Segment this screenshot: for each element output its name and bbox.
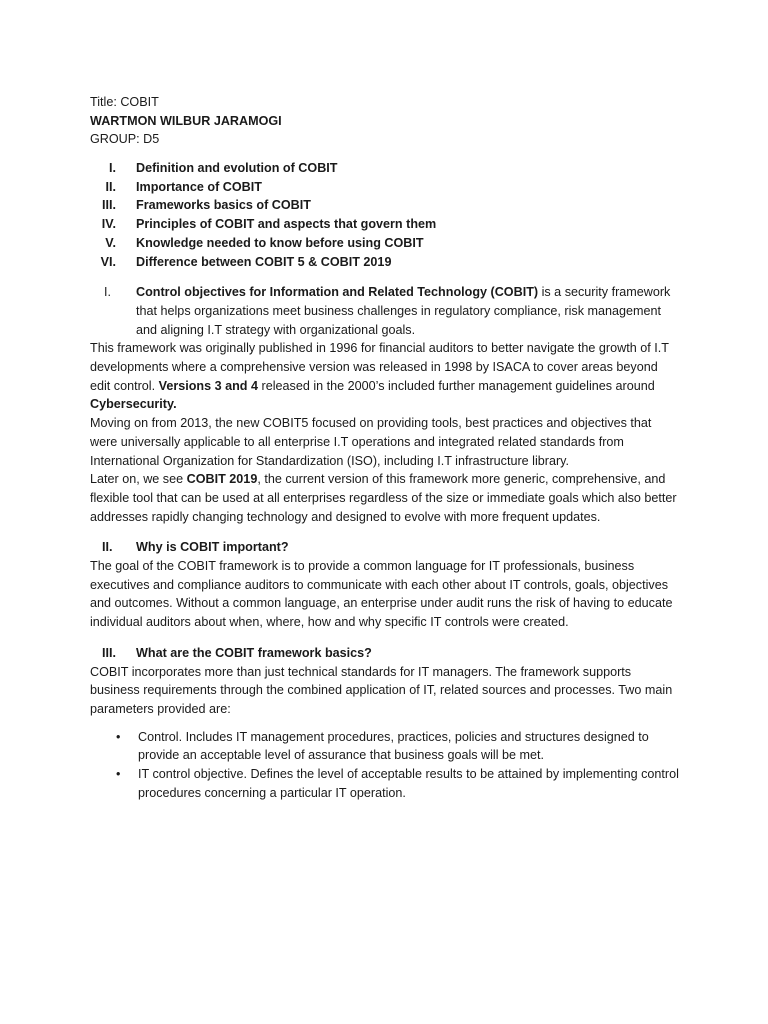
toc-item (90, 178, 680, 197)
cobit5-paragraph: Moving on from 2013, the new COBIT5 focused on providing tools, best practices and objectives that were universally applicable to all enterprise I.T operations and integrated related standards from International Organization for Standardization (ISO), including I.T infrastructure library. (90, 416, 652, 468)
history-text-b: released in the 2000’s included further management guidelines around (258, 378, 655, 393)
section-definition-lead (90, 283, 680, 339)
history-paragraph (90, 339, 680, 414)
cobit2019-bold: COBIT 2019 (186, 472, 258, 487)
history-bold-versions: Versions 3 and 4 (158, 378, 259, 393)
section-number: I. (104, 285, 111, 300)
bullet-icon: • (116, 767, 121, 782)
toc-item-number: IV. (101, 217, 116, 232)
history-bold-cybersecurity: Cybersecurity. (90, 397, 177, 412)
cobit2019-text-b: , the current version of this framework more generic, comprehensive, and flexible tool that can be used at all enterprises regardless of the size or immediate goals which also better addresses rapidly changing technology and designed to evolve with more frequent updates. (90, 472, 677, 524)
toc-item-text: Importance of COBIT (136, 179, 262, 194)
toc-item-text: Definition and evolution of COBIT (136, 161, 338, 176)
section-number: III. (102, 645, 116, 660)
importance-paragraph: The goal of the COBIT framework is to provide a common language for IT professionals, business executives and compliance auditors to communicate with each other about IT controls, goals, objectives and outcomes. Without a common language, an enterprise under audit runs the risk of having to educate individual auditors about when, where, how and why specific IT controls were created. (90, 559, 673, 630)
author-name: WARTMON WILBUR JARAMOGI (90, 113, 282, 128)
cobit-definition-rest: is a security framework that helps organizations meet business challenges in regulatory compliance, risk management and aligning I.T strategy with organizational goals. (136, 285, 671, 337)
toc-item-text: Knowledge needed to know before using COBIT (136, 235, 424, 250)
section-heading-text: What are the COBIT framework basics? (136, 645, 372, 660)
toc-item (90, 215, 680, 234)
section-heading (90, 538, 680, 557)
section-number: II. (102, 540, 113, 555)
toc-item-text: Frameworks basics of COBIT (136, 198, 311, 213)
section-basics (90, 644, 680, 803)
document-title: Title: COBIT (90, 95, 159, 109)
section-heading-text: Why is COBIT important? (136, 540, 289, 555)
bullet-icon: • (116, 729, 121, 744)
history-text-a: This framework was originally published in 1996 for financial auditors to better navigate the growth of I.T developments where a comprehensive version was released in 1998 by ISACA to cover areas beyond edit control. (90, 341, 669, 393)
list-item (90, 765, 680, 802)
toc-item-number: VI. (100, 254, 116, 269)
cobit2019-text-a: Later on, we see (90, 472, 187, 487)
toc-item-text: Difference between COBIT 5 & COBIT 2019 (136, 254, 392, 269)
bullet-list (90, 728, 680, 803)
toc-item (90, 196, 680, 215)
section-lead-paragraph (136, 283, 680, 339)
document-content (90, 93, 680, 803)
list-item-text: Control. Includes IT management procedures, practices, policies and structures designed to provide an acceptable level of assurance that business goals will be met. (138, 729, 649, 763)
cobit-definition-bold: Control objectives for Information and Related Technology (COBIT) (136, 285, 539, 300)
section-heading (90, 644, 680, 663)
section-definition (90, 283, 680, 526)
toc-item (90, 234, 680, 253)
section-importance (90, 538, 680, 632)
table-of-contents (90, 159, 680, 271)
list-item (90, 728, 680, 765)
toc-item-number: II. (105, 179, 116, 194)
toc-item-number: V. (105, 235, 116, 250)
toc-item-number: I. (109, 161, 116, 176)
cobit2019-paragraph (90, 470, 680, 526)
basics-paragraph: COBIT incorporates more than just technical standards for IT managers. The framework supports business requirements through the combined application of IT, related sources and processes. Two main parameters provided are: (90, 664, 673, 716)
toc-item-text: Principles of COBIT and aspects that govern them (136, 217, 437, 232)
toc-item (90, 159, 680, 178)
group-label: GROUP: D5 (90, 132, 160, 147)
toc-item (90, 253, 680, 272)
toc-item-number: III. (102, 198, 116, 213)
list-item-text: IT control objective. Defines the level of acceptable results to be attained by implementing control procedures concerning a particular IT operation. (138, 767, 679, 800)
